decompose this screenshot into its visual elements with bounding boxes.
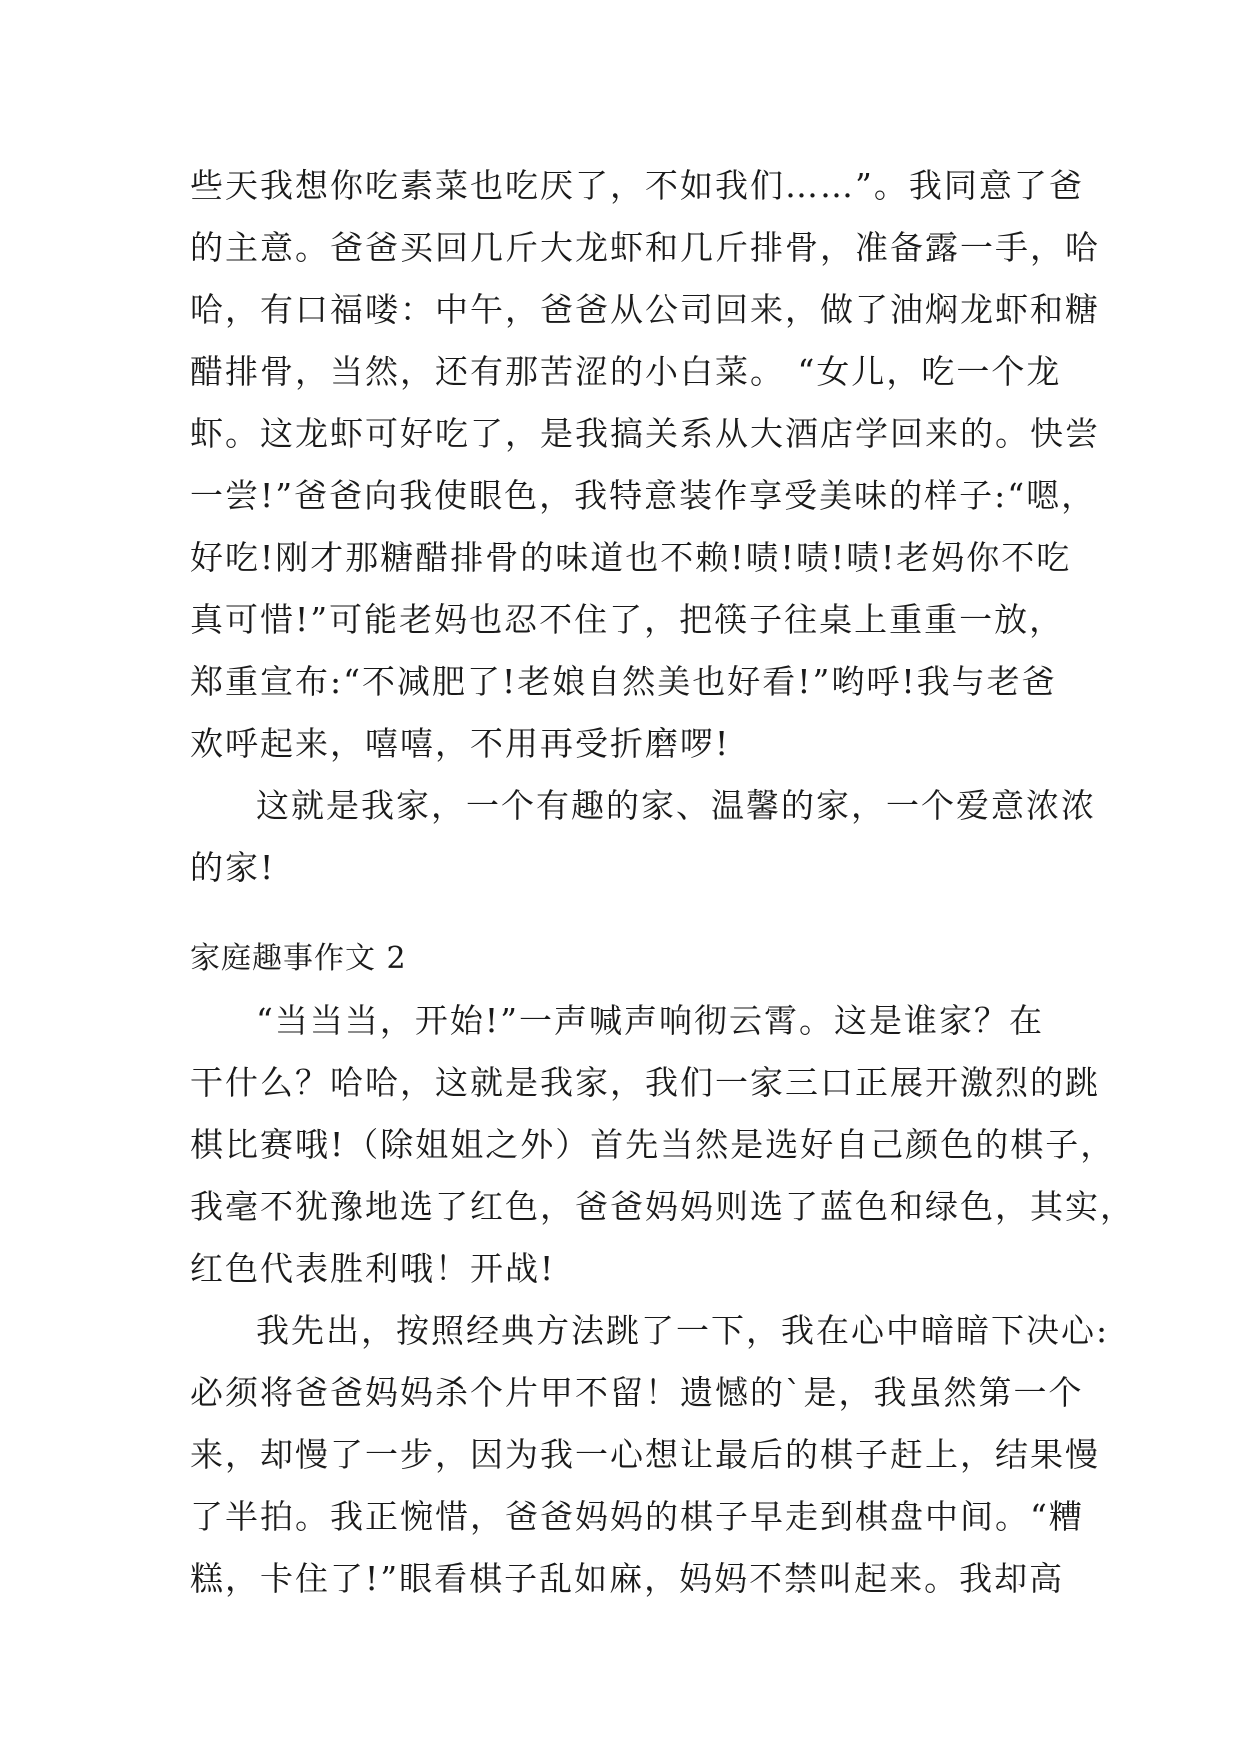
text-line: 这就是我家，一个有趣的家、温馨的家，一个爱意浓浓 <box>256 786 1096 825</box>
section-1 <box>190 155 1100 899</box>
essay-heading: 家庭趣事作文 2 <box>190 941 407 976</box>
text-line: 棋比赛哦!（除姐姐之外）首先当然是选好自己颜色的棋子， <box>190 1125 1116 1164</box>
paragraph-opening <box>190 990 1135 1300</box>
text-line: 干什么？哈哈，这就是我家，我们一家三口正展开激烈的跳 <box>190 1063 1100 1102</box>
text-line: 红色代表胜利哦！开战! <box>190 1249 556 1288</box>
text-line: 糕，卡住了!”眼看棋子乱如麻，妈妈不禁叫起来。我却高 <box>190 1559 1065 1598</box>
text-line: 必须将爸爸妈妈杀个片甲不留！遗憾的`是，我虽然第一个 <box>190 1373 1084 1412</box>
text-line: 一尝!”爸爸向我使眼色，我特意装作享受美味的样子:“嗯， <box>190 476 1097 515</box>
text-line: 些天我想你吃素菜也吃厌了，不如我们……”。我同意了爸 <box>190 166 1084 205</box>
text-line: 好吃!刚才那糖醋排骨的味道也不赖!啧!啧!啧!老妈你不吃 <box>190 538 1072 577</box>
text-line: 欢呼起来，嘻嘻，不用再受折磨啰! <box>190 724 731 763</box>
paragraph-continued <box>190 155 1100 775</box>
text-line: “当当当，开始!”一声喊声响彻云霄。这是谁家？在 <box>256 1001 1045 1040</box>
text-line: 来，却慢了一步，因为我一心想让最后的棋子赶上，结果慢 <box>190 1435 1100 1474</box>
text-line: 醋排骨，当然，还有那苦涩的小白菜。 “女儿，吃一个龙 <box>190 352 1062 391</box>
text-line: 郑重宣布:“不减肥了!老娘自然美也好看!”哟呼!我与老爸 <box>190 662 1057 701</box>
text-line: 了半拍。我正惋惜，爸爸妈妈的棋子早走到棋盘中间。“糟 <box>190 1497 1084 1536</box>
text-line: 真可惜!”可能老妈也忍不住了，把筷子往桌上重重一放， <box>190 600 1065 639</box>
text-line: 的主意。爸爸买回几斤大龙虾和几斤排骨，准备露一手，哈 <box>190 228 1100 267</box>
text-line: 哈，有口福喽：中午，爸爸从公司回来，做了油焖龙虾和糖 <box>190 290 1100 329</box>
text-line: 的家! <box>190 848 276 887</box>
section-2 <box>190 928 1135 1610</box>
text-line: 虾。这龙虾可好吃了，是我搞关系从大酒店学回来的。快尝 <box>190 414 1100 453</box>
text-line: 我先出，按照经典方法跳了一下，我在心中暗暗下决心: <box>256 1311 1110 1350</box>
text-line: 我毫不犹豫地选了红色，爸爸妈妈则选了蓝色和绿色，其实， <box>190 1187 1135 1226</box>
paragraph-game <box>190 1300 1110 1610</box>
paragraph-conclusion <box>190 775 1096 899</box>
